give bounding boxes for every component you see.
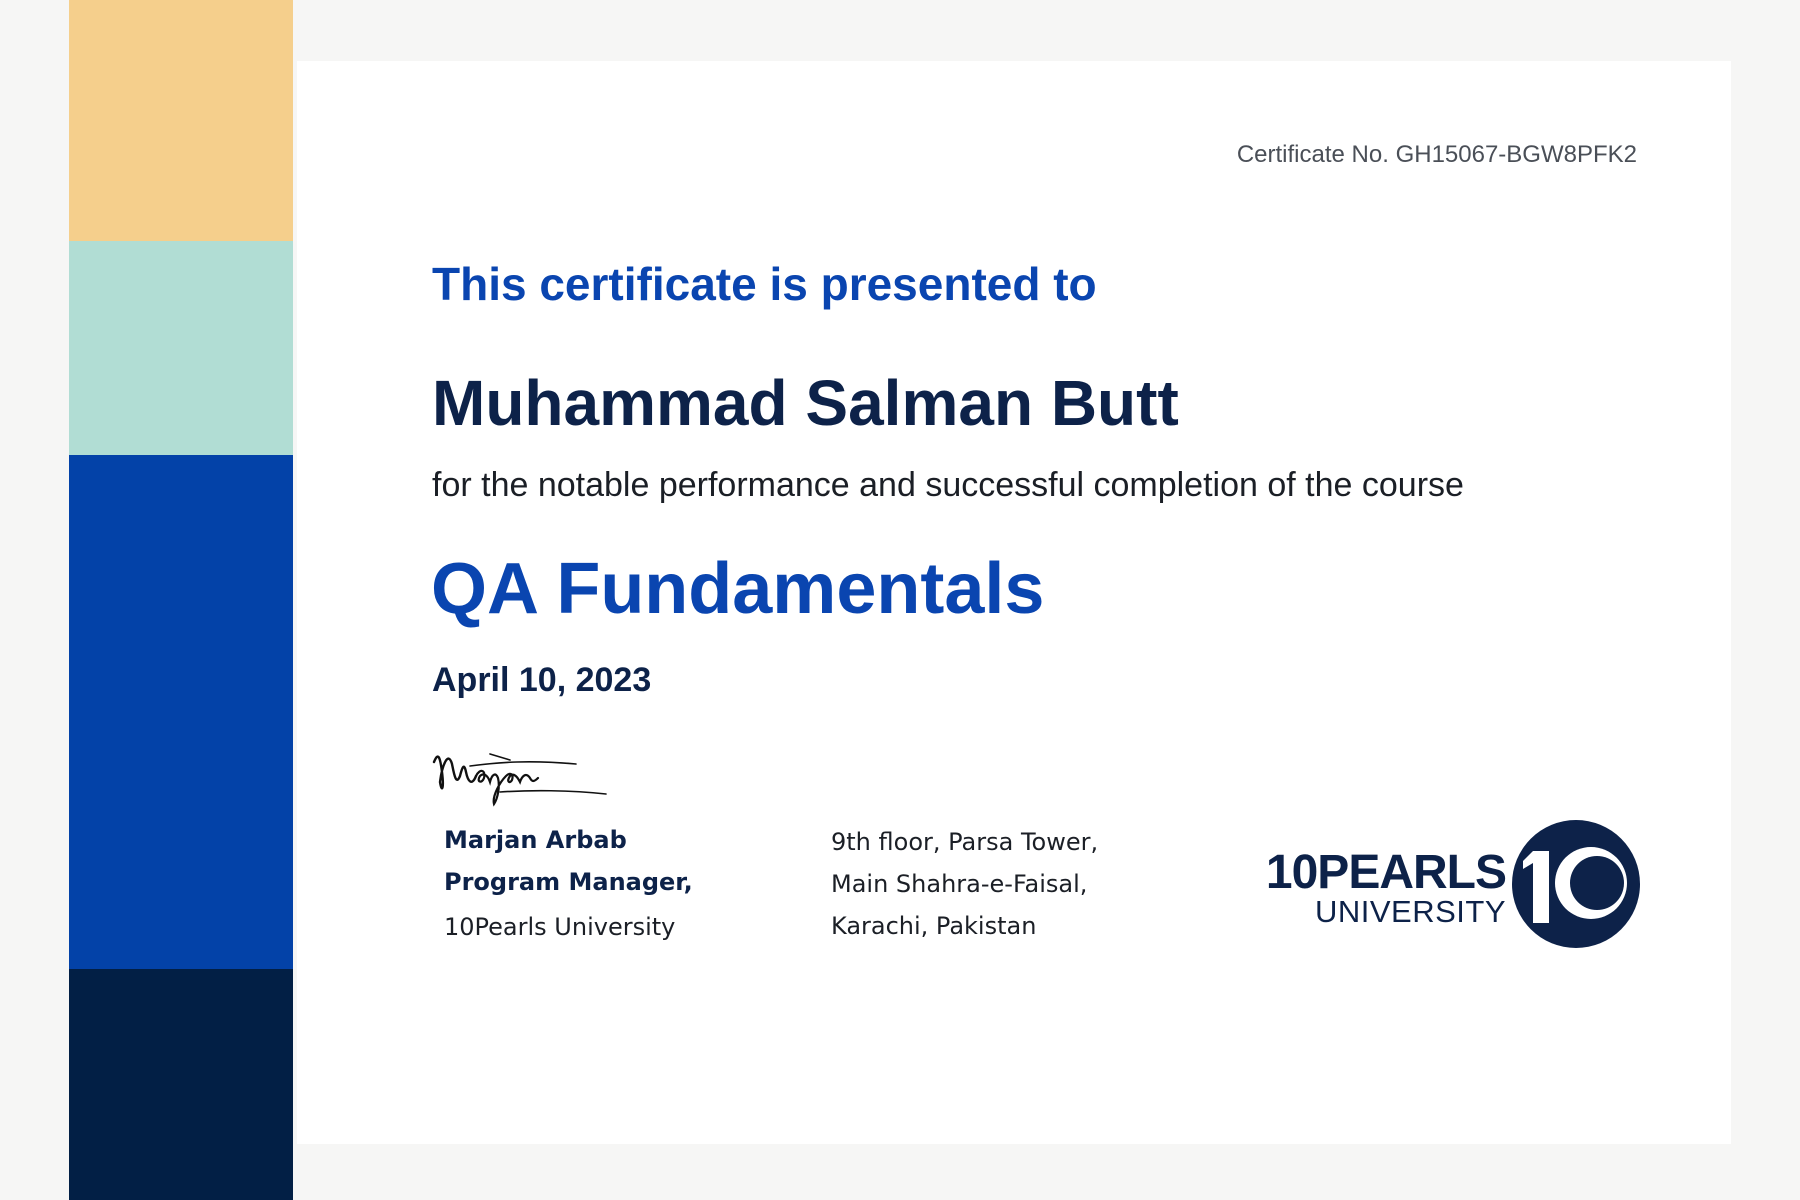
certificate-card	[297, 61, 1731, 1144]
stripe-navy	[69, 969, 293, 1200]
presented-heading: This certificate is presented to	[432, 258, 1097, 310]
completion-description: for the notable performance and successful completion of the course	[432, 466, 1464, 504]
completion-date: April 10, 2023	[432, 661, 652, 699]
signatory-name: Marjan Arbab	[444, 826, 627, 854]
signatory-block	[444, 819, 693, 951]
address-line-1: 9th floor, Parsa Tower,	[831, 828, 1099, 856]
address-block	[831, 821, 1098, 947]
logo-wordmark-text: 10PEARLS	[1265, 846, 1506, 899]
logo-subtitle-text: UNIVERSITY	[1314, 894, 1506, 929]
address-line-2: Main Shahra-e-Faisal,	[831, 870, 1088, 898]
signatory-organization: 10Pearls University	[444, 913, 676, 941]
logo-wordmark	[1265, 846, 1506, 929]
color-stripes	[69, 0, 293, 1200]
10pearls-university-logo	[1261, 819, 1641, 959]
course-title: QA Fundamentals	[431, 549, 1045, 629]
address-line-3: Karachi, Pakistan	[831, 912, 1037, 940]
signature-image	[430, 742, 610, 822]
stripe-yellow	[69, 0, 293, 241]
signatory-role: Program Manager,	[444, 868, 693, 896]
recipient-name: Muhammad Salman Butt	[432, 367, 1179, 439]
logo-10-mark-icon	[1511, 819, 1641, 949]
stripe-blue	[69, 455, 293, 969]
certificate-number: Certificate No. GH15067-BGW8PFK2	[1236, 141, 1637, 168]
stripe-mint	[69, 241, 293, 455]
